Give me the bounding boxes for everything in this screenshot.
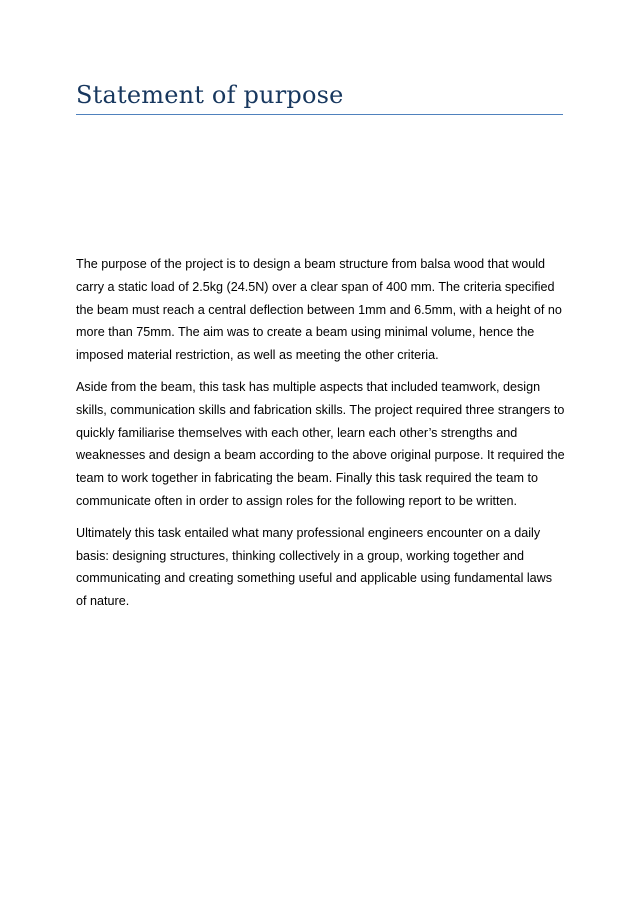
paragraph-aspects: Aside from the beam, this task has multiple aspects that included teamwork, design skills, communication skills and fabrication skills. The project required three strangers to quickly familiarise themselves with each other, learn each other’s strengths and weaknesses and design a beam according to the above original purpose. It required the team to work together in fabricating the beam. Finally this task required the team to communicate often in order to assign roles for the following report to be written. — [76, 379, 565, 508]
title-underline — [76, 114, 563, 115]
page-title: Statement of purpose — [76, 81, 344, 109]
paragraph-purpose: The purpose of the project is to design a beam structure from balsa wood that would carry a static load of 2.5kg (24.5N) over a clear span of 400 mm. The criteria specified the beam must reach a central deflection between 1mm and 6.5mm, with a height of no more than 75mm. The aim was to create a beam using minimal volume, hence the imposed material restriction, as well as meeting the other criteria. — [76, 257, 562, 363]
document-body — [76, 253, 566, 622]
paragraph-conclusion: Ultimately this task entailed what many professional engineers encounter on a daily basis: designing structures, thinking collectively in a group, working together and communicating and creating something useful and applicable using fundamental laws of nature. — [76, 525, 553, 609]
